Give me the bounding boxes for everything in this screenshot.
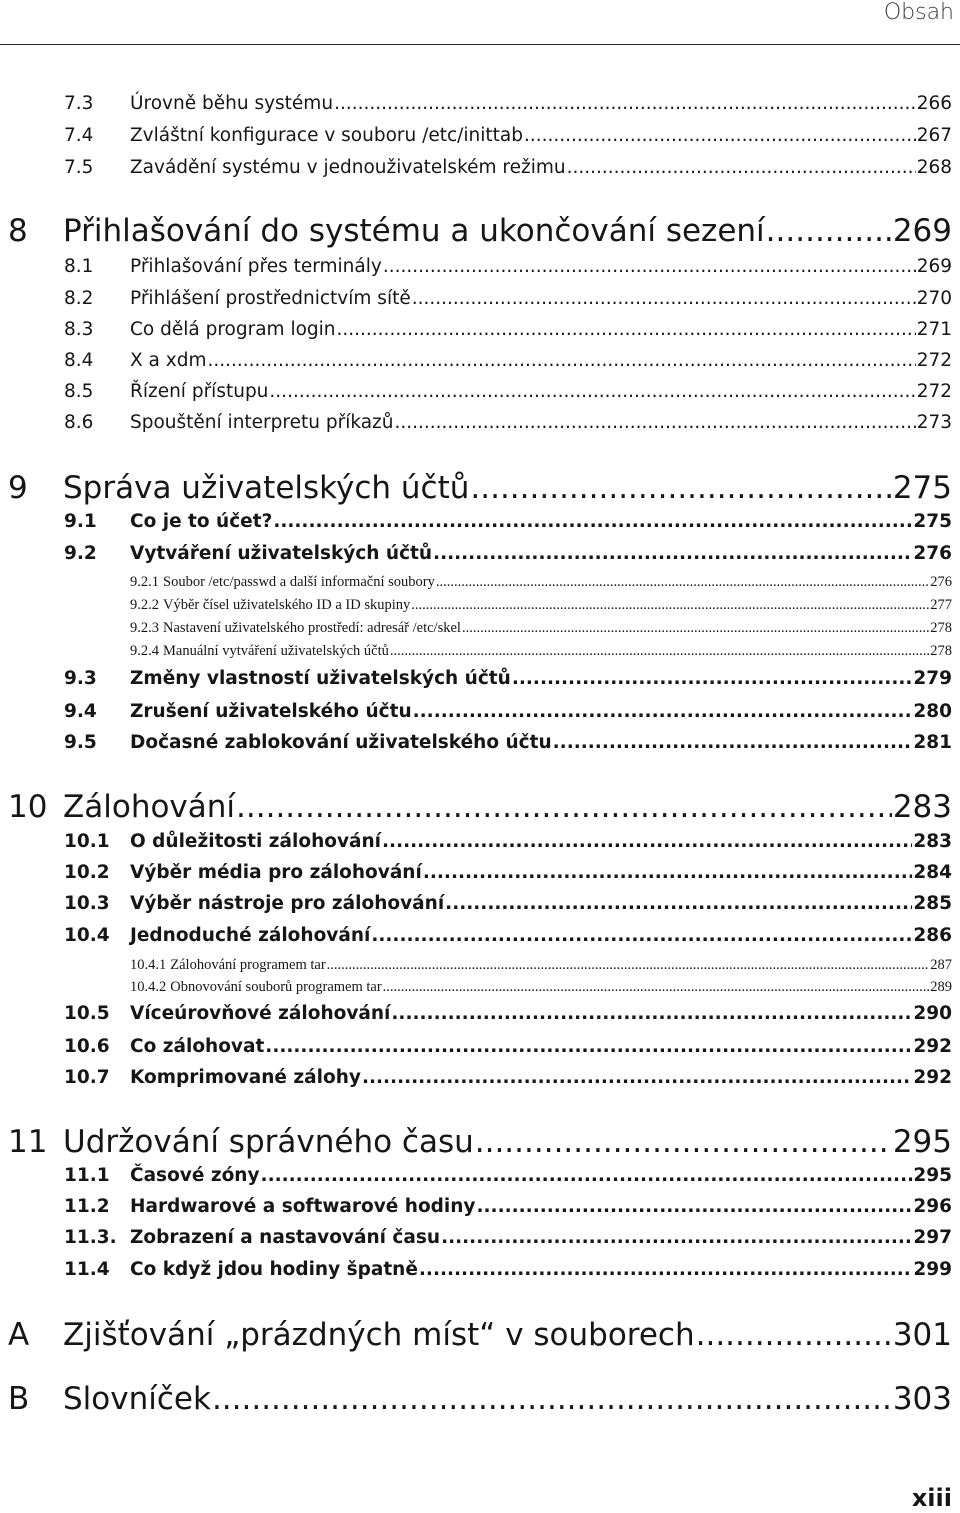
toc-entry-number: 10.4 [64,925,110,946]
toc-entry-page: 273 [916,412,952,433]
toc-chapter-row[interactable] [8,1317,952,1353]
toc-section-row[interactable] [64,1003,952,1024]
toc-entry-title: Vytváření uživatelských účtů [130,543,433,564]
toc-entry-title: Co je to účet? [130,511,273,532]
toc-entry-number: 10 [8,789,48,825]
toc-dot-leader [766,213,892,249]
toc-entry-number: 10.2 [64,862,110,883]
toc-dot-leader [696,1317,892,1353]
toc-dot-leader [391,1003,912,1024]
toc-entry-title: Komprimované zálohy [130,1067,361,1088]
toc-section-row[interactable] [64,256,952,277]
toc-dot-leader [512,668,913,689]
toc-entry-title: Přihlašování přes terminály [130,256,382,277]
toc-dot-leader [337,319,916,340]
toc-entry-title: O důležitosti zálohování [130,831,382,852]
toc-dot-leader [445,893,912,914]
toc-entry-page: 281 [913,732,952,753]
toc-entry-page: 275 [892,470,952,506]
toc-dot-leader [273,511,912,532]
toc-entry-page: 301 [892,1317,952,1353]
toc-chapter-row[interactable] [8,789,952,825]
toc-chapter-row[interactable] [8,213,952,249]
toc-entry-number: 11.2 [64,1196,110,1217]
toc-subsection-row[interactable] [130,620,952,637]
toc-entry-page: 285 [913,893,952,914]
toc-entry-page: 283 [892,789,952,825]
toc-entry-number: 10.1 [64,831,110,852]
toc-entry-number: 11 [8,1124,48,1160]
toc-dot-leader [371,925,912,946]
toc-entry-title: Výběr média pro zálohování [130,862,422,883]
toc-subsection-row[interactable] [130,597,952,614]
toc-dot-leader [470,470,891,506]
toc-entry-title: Udržování správného času [63,1124,474,1160]
toc-entry-number: 10.5 [64,1003,110,1024]
toc-entry-title: Přihlášení prostřednictvím sítě [130,288,411,309]
toc-section-row[interactable] [64,925,952,946]
toc-dot-leader [265,1036,912,1057]
toc-entry-title: Manuální vytváření uživatelských účtů [163,643,389,659]
toc-entry-title: Dočasné zablokování uživatelského účtu [130,732,552,753]
page-number: xiii [911,1484,952,1512]
toc-entry-title: Správa uživatelských účtů [63,470,470,506]
toc-entry-page: 286 [913,925,952,946]
toc-entry-title: Změny vlastností uživatelských účtů [130,668,511,689]
toc-section-row[interactable] [64,157,952,178]
toc-section-row[interactable] [64,1165,952,1186]
toc-entry-page: 280 [913,701,952,722]
toc-dot-leader [207,350,915,371]
toc-dot-leader [433,543,912,564]
toc-dot-leader [362,1067,912,1088]
toc-entry-number: 8.2 [64,288,94,309]
toc-section-row[interactable] [64,543,952,564]
toc-dot-leader [390,643,929,660]
toc-entry-page: 299 [913,1259,952,1280]
toc-chapter-row[interactable] [8,470,952,506]
toc-entry-title: Co dělá program login [130,319,336,340]
toc-dot-leader [441,1227,912,1248]
toc-entry-page: 296 [913,1196,952,1217]
toc-dot-leader [382,831,912,852]
toc-entry-page: 266 [916,93,952,114]
toc-entry-number: 8.5 [64,381,94,402]
toc-section-row[interactable] [64,1036,952,1057]
running-header-title: Obsah [883,0,954,25]
toc-entry-number: 10.4.2 [130,979,167,995]
toc-dot-leader [413,701,913,722]
toc-dot-leader [462,620,929,637]
toc-dot-leader [475,1124,892,1160]
toc-dot-leader [395,412,916,433]
toc-entry-number: 11.4 [64,1259,110,1280]
toc-entry-page: 269 [916,256,952,277]
toc-entry-title: Spouštění interpretu příkazů [130,412,394,433]
toc-dot-leader [236,789,892,825]
toc-entry-number: 9.2.4 [130,643,159,659]
toc-entry-title: Co zálohovat [130,1036,265,1057]
toc-entry-title: Časové zóny [130,1165,260,1186]
toc-entry-page: 272 [916,350,952,371]
toc-entry-number: 8.1 [64,256,94,277]
toc-entry-number: 9.2.1 [130,574,159,590]
toc-dot-leader [411,597,929,614]
toc-section-row[interactable] [64,288,952,309]
toc-entry-page: 275 [913,511,952,532]
toc-entry-title: Zavádění systému v jednouživatelském režimu [130,157,566,178]
toc-entry-title: Hardwarové a softwarové hodiny [130,1196,476,1217]
toc-dot-leader [423,862,913,883]
toc-entry-number: 9.2.2 [130,597,159,613]
toc-entry-title: Zálohování [63,789,236,825]
toc-dot-leader [269,381,915,402]
toc-entry-number: 7.4 [64,125,94,146]
toc-section-row[interactable] [64,511,952,532]
toc-dot-leader [476,1196,912,1217]
toc-entry-page: 271 [916,319,952,340]
toc-section-row[interactable] [64,1196,952,1217]
toc-entry-title: Výběr čísel uživatelského ID a ID skupiny [163,597,411,613]
toc-dot-leader [212,1381,892,1417]
toc-section-row[interactable] [64,701,952,722]
toc-entry-number: 9 [8,470,28,506]
toc-entry-page: 287 [930,957,952,973]
toc-section-row[interactable] [64,1227,952,1248]
toc-subsection-row[interactable] [130,574,952,591]
toc-section-row[interactable] [64,862,952,883]
toc-entry-number: 10.6 [64,1036,110,1057]
toc-entry-page: 284 [913,862,952,883]
toc-entry-title: Slovníček [63,1381,211,1417]
toc-section-row[interactable] [64,831,952,852]
toc-entry-page: 276 [930,574,952,590]
toc-section-row[interactable] [64,412,952,433]
toc-section-row[interactable] [64,381,952,402]
toc-dot-leader [261,1165,913,1186]
toc-entry-page: 279 [913,668,952,689]
toc-entry-page: 289 [930,979,952,995]
toc-entry-title: Zrušení uživatelského účtu [130,701,412,722]
toc-entry-number: 10.3 [64,893,110,914]
toc-section-row[interactable] [64,668,952,689]
toc-entry-title: Zjišťování „prázdných míst“ v souborech [63,1317,695,1353]
toc-section-row[interactable] [64,93,952,114]
toc-chapter-row[interactable] [8,1381,952,1417]
toc-entry-page: 290 [913,1003,952,1024]
toc-entry-number: 8.3 [64,319,94,340]
toc-entry-title: Zálohování programem tar [170,957,326,973]
toc-dot-leader [334,93,916,114]
toc-entry-page: 283 [913,831,952,852]
toc-dot-leader [553,732,913,753]
toc-dot-leader [567,157,916,178]
toc-entry-title: Soubor /etc/passwd a další informační soubory [163,574,435,590]
toc-entry-title: Obnovování souborů programem tar [170,979,382,995]
toc-entry-number: 7.5 [64,157,94,178]
toc-entry-title: Nastavení uživatelského prostředí: adresář /etc/skel [163,620,461,636]
toc-entry-page: 267 [916,125,952,146]
toc-subsection-row[interactable] [130,957,952,974]
toc-dot-leader [327,957,930,974]
toc-entry-number: 9.1 [64,511,97,532]
toc-chapter-row[interactable] [8,1124,952,1160]
toc-entry-page: 272 [916,381,952,402]
toc-entry-page: 292 [913,1036,952,1057]
toc-section-row[interactable] [64,1067,952,1088]
toc-entry-page: 269 [892,213,952,249]
toc-entry-title: Výběr nástroje pro zálohování [130,893,445,914]
toc-dot-leader [436,574,929,591]
toc-entry-number: 9.3 [64,668,97,689]
toc-entry-number: 8 [8,213,28,249]
toc-section-row[interactable] [64,1259,952,1280]
toc-entry-number: 11.1 [64,1165,110,1186]
toc-dot-leader [412,288,916,309]
toc-entry-number: 10.4.1 [130,957,167,973]
toc-section-row[interactable] [64,732,952,753]
toc-entry-page: 303 [892,1381,952,1417]
toc-entry-title: X a xdm [130,350,207,371]
toc-entry-number: 7.3 [64,93,94,114]
toc-dot-leader [524,125,916,146]
toc-entry-page: 297 [913,1227,952,1248]
toc-entry-number: A [8,1317,30,1353]
toc-entry-title: Jednoduché zálohování [130,925,371,946]
toc-entry-number: 11.3. [64,1227,117,1248]
toc-entry-page: 270 [916,288,952,309]
toc-entry-page: 292 [913,1067,952,1088]
toc-section-row[interactable] [64,319,952,340]
toc-entry-title: Zvláštní konfigurace v souboru /etc/inittab [130,125,523,146]
toc-entry-number: 9.4 [64,701,97,722]
toc-entry-title: Přihlašování do systému a ukončování sezení [63,213,765,249]
toc-section-row[interactable] [64,893,952,914]
toc-entry-number: 8.6 [64,412,94,433]
toc-subsection-row[interactable] [130,643,952,660]
toc-entry-page: 278 [930,643,952,659]
toc-entry-page: 277 [930,597,952,613]
toc-entry-title: Co když jdou hodiny špatně [130,1259,418,1280]
toc-subsection-row[interactable] [130,979,952,996]
toc-entry-page: 276 [913,543,952,564]
toc-entry-number: 9.2 [64,543,97,564]
header-divider [0,44,960,45]
toc-entry-page: 295 [892,1124,952,1160]
toc-dot-leader [419,1259,912,1280]
toc-entry-page: 295 [913,1165,952,1186]
toc-entry-title: Zobrazení a nastavování času [130,1227,441,1248]
toc-entry-number: B [8,1381,30,1417]
toc-entry-number: 8.4 [64,350,94,371]
toc-entry-page: 268 [916,157,952,178]
toc-entry-title: Úrovně běhu systému [130,93,334,114]
toc-entry-title: Víceúrovňové zálohování [130,1003,391,1024]
toc-section-row[interactable] [64,125,952,146]
toc-entry-number: 9.5 [64,732,97,753]
toc-entry-title: Řízení přístupu [130,381,269,402]
toc-dot-leader [383,979,930,996]
toc-entry-page: 278 [930,620,952,636]
toc-dot-leader [383,256,916,277]
toc-section-row[interactable] [64,350,952,371]
toc-entry-number: 10.7 [64,1067,110,1088]
toc-entry-number: 9.2.3 [130,620,159,636]
